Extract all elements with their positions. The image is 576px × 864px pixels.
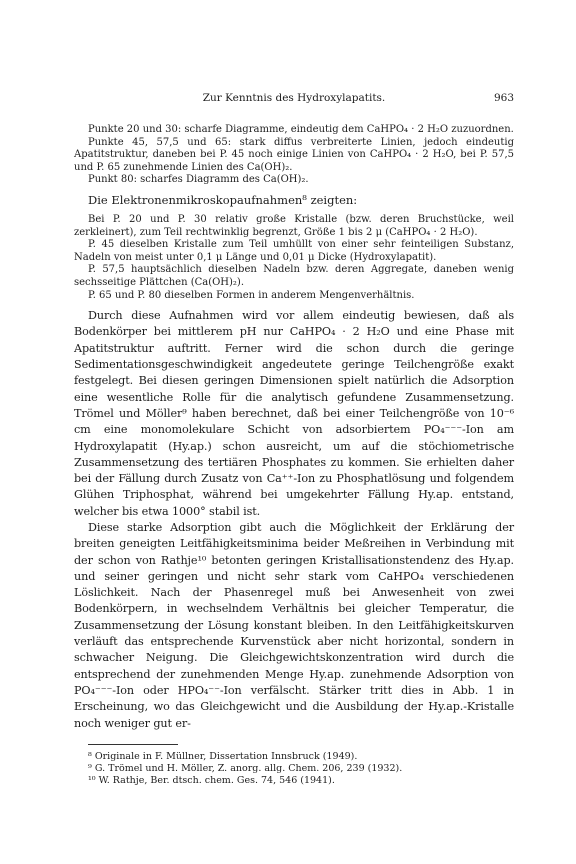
paragraph: Punkte 45, 57,5 und 65: stark diffus verbreiterte Linien, jedoch eindeutig Apatitstruktur, daneben bei P. 45 noch einige Linien von CaHPO₄ · 2 H₂O, bei P. 57,5 und P. 65 zunehmende Linien des Ca(OH)₂. xyxy=(74,136,514,173)
paragraph: Bei P. 20 und P. 30 relativ große Kristalle (bzw. deren Bruchstücke, weil zerkleinert), zum Teil rechtwinklig begrenzt, Größe 1 bis 2 μ (CaHPO₄ · 2 H₂O). xyxy=(74,213,514,238)
footnotes xyxy=(74,751,514,787)
paragraph: P. 45 dieselben Kristalle zum Teil umhüllt von einer sehr feinteiligen Substanz, Nadeln von meist unter 0,1 μ Länge und 0,01 μ Dicke (Hydroxylapatit). xyxy=(74,239,514,263)
paragraph: P. 57,5 hauptsächlich dieselben Nadeln bzw. deren Aggregate, daneben wenig sechsseitige Plättchen (Ca(OH)₂). xyxy=(74,264,514,288)
paragraph: Punkt 80: scharfes Diagramm des Ca(OH)₂. xyxy=(88,174,309,186)
footnote: ⁸ Originale in F. Müllner, Dissertation Innsbruck (1949). xyxy=(88,750,358,762)
x-ray-results xyxy=(74,124,514,187)
paragraph: Durch diese Aufnahmen wird vor allem eindeutig bewiesen, daß als Bodenkörper bei mittlerem pH nur CaHPO₄ · 2 H₂O und eine Phase mit Apatitstruktur auftritt. Ferner wird die schon durch die geringe Sedimentationsgeschwindigkeit angedeutete geringe Teilchengröße exakt festgelegt. Bei diesen geringen Dimensionen spielt natürlich die Adsorption eine wesentliche Rolle für die analytisch gefundene Zusammensetzung. Trömel und Möller⁹ haben berechnet, daß bei einer Teilchengröße von 10⁻⁶ cm eine monomolekulare Schicht von adsorbiertem PO₄⁻⁻⁻-Ion am Hydroxylapatit (Hy.ap.) schon ausreicht, um auf die stöchiometrische Zusammensetzung des tertiären Phosphates zu kommen. Sie erhielten daher bei der Fällung durch Zusatz von Ca⁺⁺-Ion zu Phosphatlösung und folgendem Glühen Triphosphat, während bei umgekehrter Fällung Hy.ap. entstand, welcher bis etwa 1000° stabil ist. xyxy=(74,309,514,518)
running-title: Zur Kenntnis des Hydroxylapatits. xyxy=(202,92,386,104)
page xyxy=(74,92,514,787)
paragraph: P. 65 und P. 80 dieselben Formen in anderem Mengenverhältnis. xyxy=(88,289,415,301)
body-text xyxy=(74,308,514,732)
footnote-divider xyxy=(88,744,178,745)
section-heading: Die Elektronenmikroskopaufnahmen⁸ zeigten: xyxy=(88,192,358,207)
footnote: ¹⁰ W. Rathje, Ber. dtsch. chem. Ges. 74, 546 (1941). xyxy=(88,774,335,786)
page-number: 963 xyxy=(493,92,514,104)
electron-microscope-results xyxy=(74,214,514,302)
paragraph: Punkte 20 und 30: scharfe Diagramme, eindeutig dem CaHPO₄ · 2 H₂O zuzuordnen. xyxy=(88,124,514,135)
footnote: ⁹ G. Trömel und H. Möller, Z. anorg. allg. Chem. 206, 239 (1932). xyxy=(88,762,403,774)
running-header xyxy=(74,92,514,108)
paragraph: Diese starke Adsorption gibt auch die Möglichkeit der Erklärung der breiten geneigten Leitfähigkeitsminima beider Meßreihen in Verbindung mit der schon von Rathje¹⁰ betonten geringen Kristallisationstendenz des Hy.ap. und seiner geringen und nicht sehr stark vom CaHPO₄ verschiedenen Löslichkeit. Nach der Phasenregel muß bei Anwesenheit von zwei Bodenkörpern, in wechselndem Verhältnis bei gleicher Temperatur, die Zusammensetzung der Lösung konstant bleiben. In den Leitfähigkeitskurven verläuft das entsprechende Kurvenstück aber nicht horizontal, sondern in schwacher Neigung. Die Gleichgewichtskonzentration wird durch die entsprechend der zunehmenden Menge Hy.ap. zunehmende Adsorption von PO₄⁻⁻⁻-Ion oder HPO₄⁻⁻-Ion verfälscht. Stärker tritt dies in Abb. 1 in Erscheinung, wo das Gleichgewicht und die Ausbildung der Hy.ap.-Kristalle noch weniger gut er- xyxy=(74,520,514,730)
